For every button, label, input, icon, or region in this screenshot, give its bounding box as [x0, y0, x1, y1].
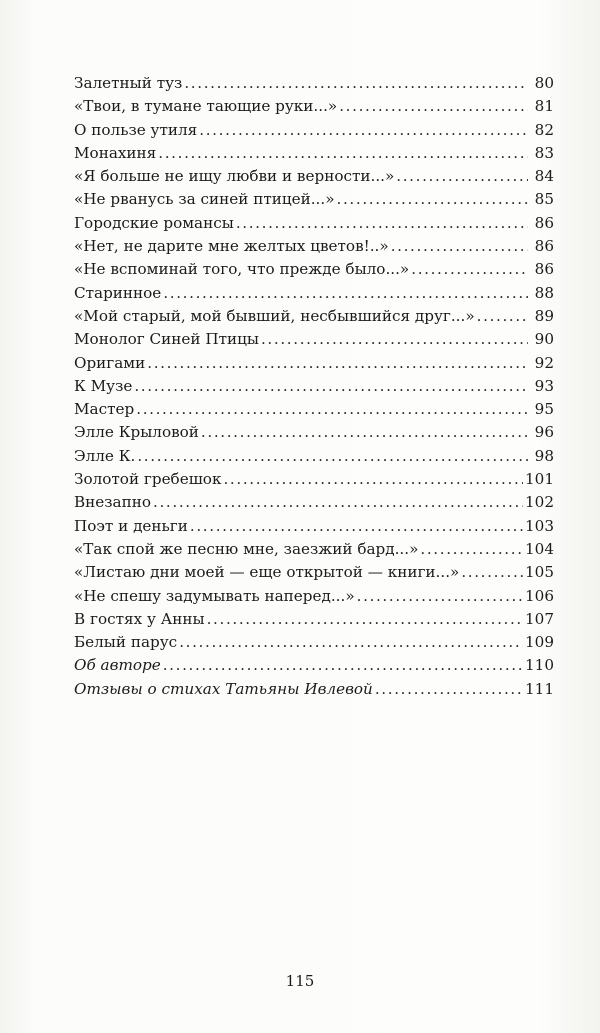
toc-entry-title: «Не рванусь за синей птицей...» — [74, 190, 335, 209]
toc-leader-dots — [357, 585, 523, 608]
toc-entry-title: Белый парус — [74, 633, 178, 652]
toc-leader-dots — [223, 468, 523, 491]
toc-entry-title: Элле Крыловой — [74, 423, 199, 442]
toc-leader-dots — [375, 678, 523, 701]
toc-entry-page: 86 — [534, 237, 554, 256]
toc-entry — [74, 72, 554, 95]
toc-leader-dots — [261, 328, 528, 351]
toc-entry — [74, 608, 554, 631]
toc-entry — [74, 188, 554, 211]
toc-leader-dots — [134, 375, 528, 398]
toc-entry-page: 85 — [534, 190, 554, 209]
toc-entry — [74, 631, 554, 654]
toc-leader-dots — [147, 352, 528, 375]
toc-entry-page: 95 — [534, 400, 554, 419]
toc-entry — [74, 328, 554, 351]
toc-leader-dots — [190, 515, 523, 538]
toc-entry — [74, 585, 554, 608]
toc-leader-dots — [137, 445, 528, 468]
toc-entry — [74, 212, 554, 235]
toc-leader-dots — [163, 654, 523, 677]
toc-leader-dots — [411, 258, 528, 281]
toc-entry-page: 96 — [534, 423, 554, 442]
toc-entry — [74, 142, 554, 165]
table-of-contents — [74, 72, 554, 701]
toc-entry-title: Золотой гребешок — [74, 470, 222, 489]
toc-leader-dots — [184, 72, 528, 95]
toc-leader-dots — [420, 538, 523, 561]
toc-leader-dots — [136, 398, 528, 421]
toc-entry-title: Городские романсы — [74, 213, 234, 232]
toc-entry-page: 84 — [534, 167, 554, 186]
toc-entry-page: 93 — [534, 376, 554, 395]
toc-entry-title: Мастер — [74, 400, 135, 419]
toc-entry — [74, 305, 554, 328]
toc-entry-page: 110 — [525, 656, 554, 675]
toc-leader-dots — [396, 165, 528, 188]
toc-entry — [74, 445, 554, 468]
toc-leader-dots — [337, 188, 529, 211]
toc-entry — [74, 561, 554, 584]
toc-entry-page: 86 — [534, 213, 554, 232]
toc-leader-dots — [461, 561, 523, 584]
toc-entry-page: 98 — [534, 446, 554, 465]
toc-entry-title: «Так спой же песню мне, заезжий бард...» — [74, 539, 419, 558]
toc-entry — [74, 375, 554, 398]
toc-entry-page: 109 — [525, 633, 554, 652]
toc-entry — [74, 491, 554, 514]
toc-entry-title: Отзывы о стихах Татьяны Ивлевой — [74, 679, 373, 698]
toc-entry-title: Об авторе — [74, 656, 161, 675]
toc-entry — [74, 468, 554, 491]
toc-entry-title: Поэт и деньги — [74, 516, 188, 535]
toc-entry-title: Монолог Синей Птицы — [74, 330, 259, 349]
toc-entry-page: 101 — [525, 470, 554, 489]
toc-entry-page: 105 — [525, 563, 554, 582]
toc-entry-title: «Твои, в тумане тающие руки...» — [74, 97, 338, 116]
toc-leader-dots — [207, 608, 523, 631]
toc-entry — [74, 282, 554, 305]
toc-entry-title: О пользе утиля — [74, 120, 198, 139]
toc-leader-dots — [153, 491, 523, 514]
toc-entry-page: 88 — [534, 283, 554, 302]
toc-entry-page: 92 — [534, 353, 554, 372]
toc-entry-title: «Мой старый, мой бывший, несбывшийся друг...» — [74, 306, 475, 325]
toc-entry-page: 107 — [525, 609, 554, 628]
toc-leader-dots — [163, 282, 528, 305]
toc-entry-page: 80 — [534, 74, 554, 92]
toc-entry — [74, 654, 554, 677]
toc-entry-title: «Я больше не ищу любви и верности...» — [74, 167, 395, 186]
toc-leader-dots — [477, 305, 528, 328]
toc-entry-title: Залетный туз — [74, 74, 183, 92]
toc-entry-title: К Музе — [74, 376, 133, 395]
toc-entry — [74, 398, 554, 421]
toc-entry — [74, 352, 554, 375]
toc-entry-page: 89 — [534, 306, 554, 325]
toc-entry-page: 103 — [525, 516, 554, 535]
toc-leader-dots — [158, 142, 528, 165]
toc-entry-title: Старинное — [74, 283, 162, 302]
toc-entry-title: «Листаю дни моей — еще открытой — книги...» — [74, 563, 460, 582]
toc-leader-dots — [236, 212, 528, 235]
toc-leader-dots — [391, 235, 528, 258]
toc-entry — [74, 678, 554, 701]
toc-entry — [74, 95, 554, 118]
toc-leader-dots — [339, 95, 528, 118]
toc-entry-title: Монахиня — [74, 143, 157, 162]
toc-entry — [74, 421, 554, 444]
toc-entry-title: Оригами — [74, 353, 146, 372]
toc-entry-page: 86 — [534, 260, 554, 279]
toc-entry-title: В гостях у Анны — [74, 609, 205, 628]
toc-entry-title: «Не вспоминай того, что прежде было...» — [74, 260, 410, 279]
toc-leader-dots — [179, 631, 523, 654]
toc-entry-page: 90 — [534, 330, 554, 349]
toc-entry-title: Внезапно — [74, 493, 151, 512]
toc-entry — [74, 258, 554, 281]
toc-entry-page: 104 — [525, 539, 554, 558]
toc-entry — [74, 515, 554, 538]
toc-leader-dots — [201, 421, 528, 444]
toc-entry — [74, 538, 554, 561]
toc-entry-page: 106 — [525, 586, 554, 605]
toc-entry-page: 81 — [534, 97, 554, 116]
toc-entry-title: «Не спешу задумывать наперед...» — [74, 586, 355, 605]
toc-leader-dots — [199, 119, 528, 142]
toc-entry-page: 83 — [534, 143, 554, 162]
toc-entry-page: 102 — [525, 493, 554, 512]
toc-entry-page: 111 — [525, 679, 554, 698]
toc-entry-page: 82 — [534, 120, 554, 139]
toc-entry — [74, 165, 554, 188]
toc-entry-title: «Нет, не дарите мне желтых цветов!..» — [74, 237, 389, 256]
toc-entry-title: Элле К. — [74, 446, 136, 465]
page-number: 115 — [285, 972, 315, 990]
toc-entry — [74, 235, 554, 258]
toc-entry — [74, 119, 554, 142]
